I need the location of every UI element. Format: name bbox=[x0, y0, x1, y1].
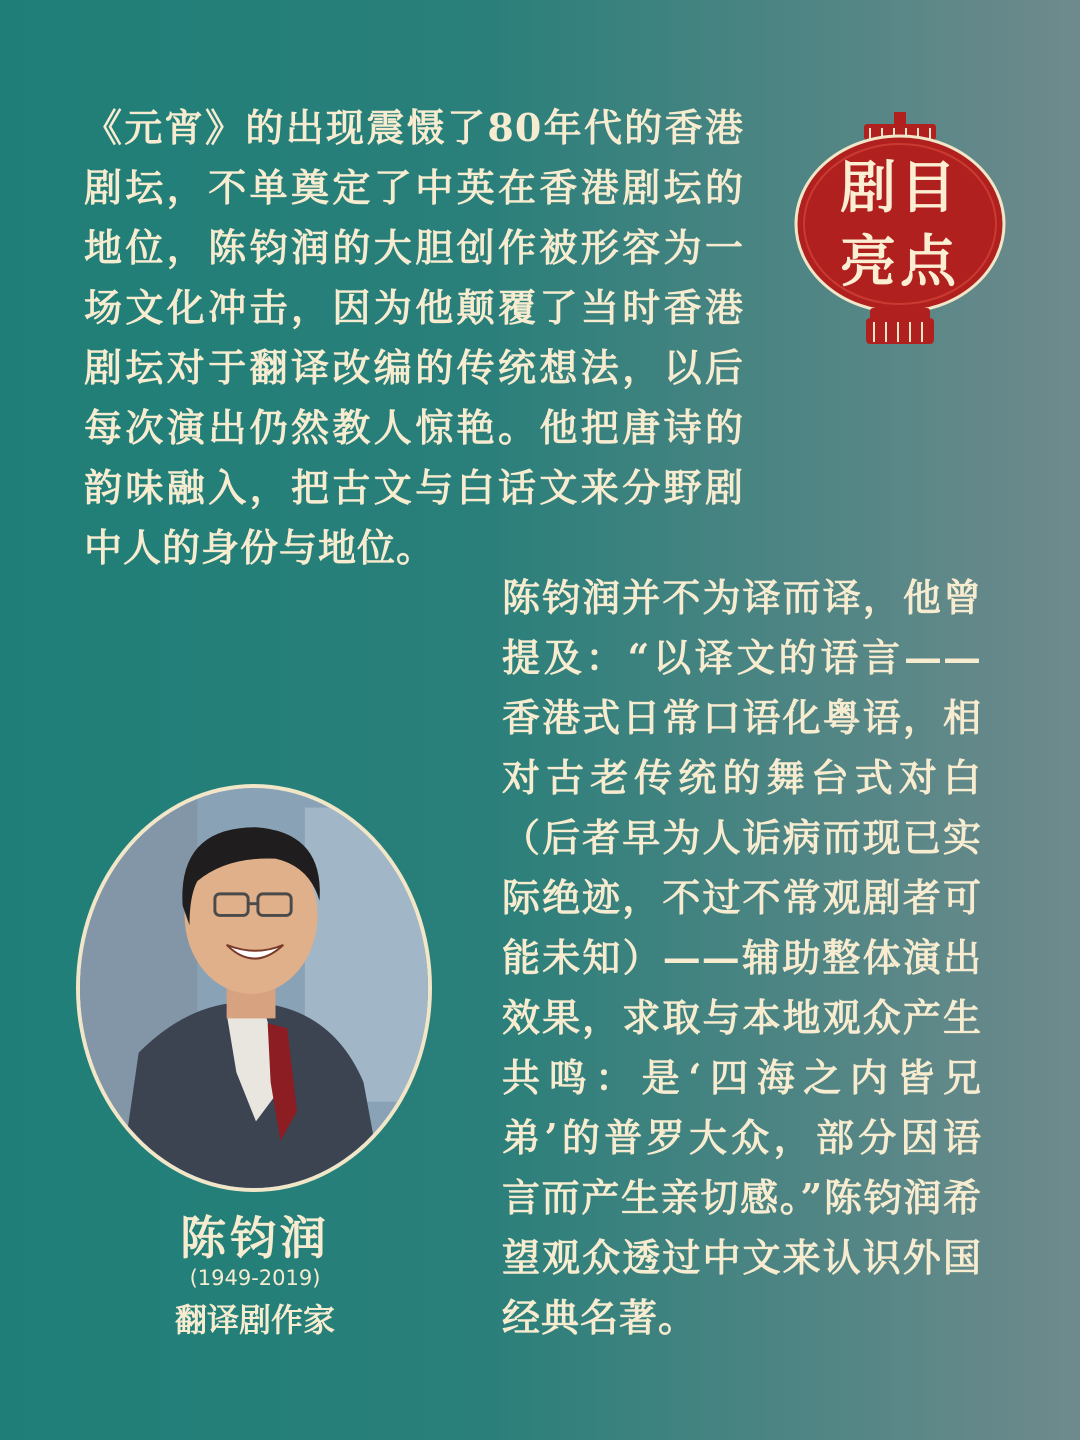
lantern-badge bbox=[790, 112, 1010, 348]
person-illustration bbox=[80, 788, 428, 1188]
portrait-photo bbox=[76, 784, 432, 1192]
intro-paragraph: 《元宵》的出现震慑了80年代的香港剧坛，不单奠定了中英在香港剧坛的地位，陈钧润的大胆创作被形容为一场文化冲击，因为他颠覆了当时香港剧坛对于翻译改编的传统想法，以后每次演出仍然教人惊艳。他把唐诗的韵味融入，把古文与白话文来分野剧中人的身份与地位。 bbox=[84, 105, 744, 570]
quote-paragraph: 陈钧润并不为译而译，他曾提及：“以译文的语言——香港式日常口语化粤语，相对古老传统的舞台式对白（后者早为人诟病而现已实际绝迹，不过不常观剧者可能未知）——辅助整体演出效果，求取与本地观众产生共鸣：是‘四海之内皆兄弟’的普罗大众，部分因语言而产生亲切感。”陈钧润希望观众透过中文来认识外国经典名著。 bbox=[502, 575, 982, 1340]
person-role: 翻译剧作家 bbox=[174, 1301, 335, 1339]
badge-line-1: 剧目 bbox=[840, 155, 960, 221]
person-name: 陈钧润 bbox=[180, 1211, 330, 1265]
badge-line-2: 亮点 bbox=[840, 229, 960, 295]
person-years: (1949-2019) bbox=[189, 1266, 321, 1290]
